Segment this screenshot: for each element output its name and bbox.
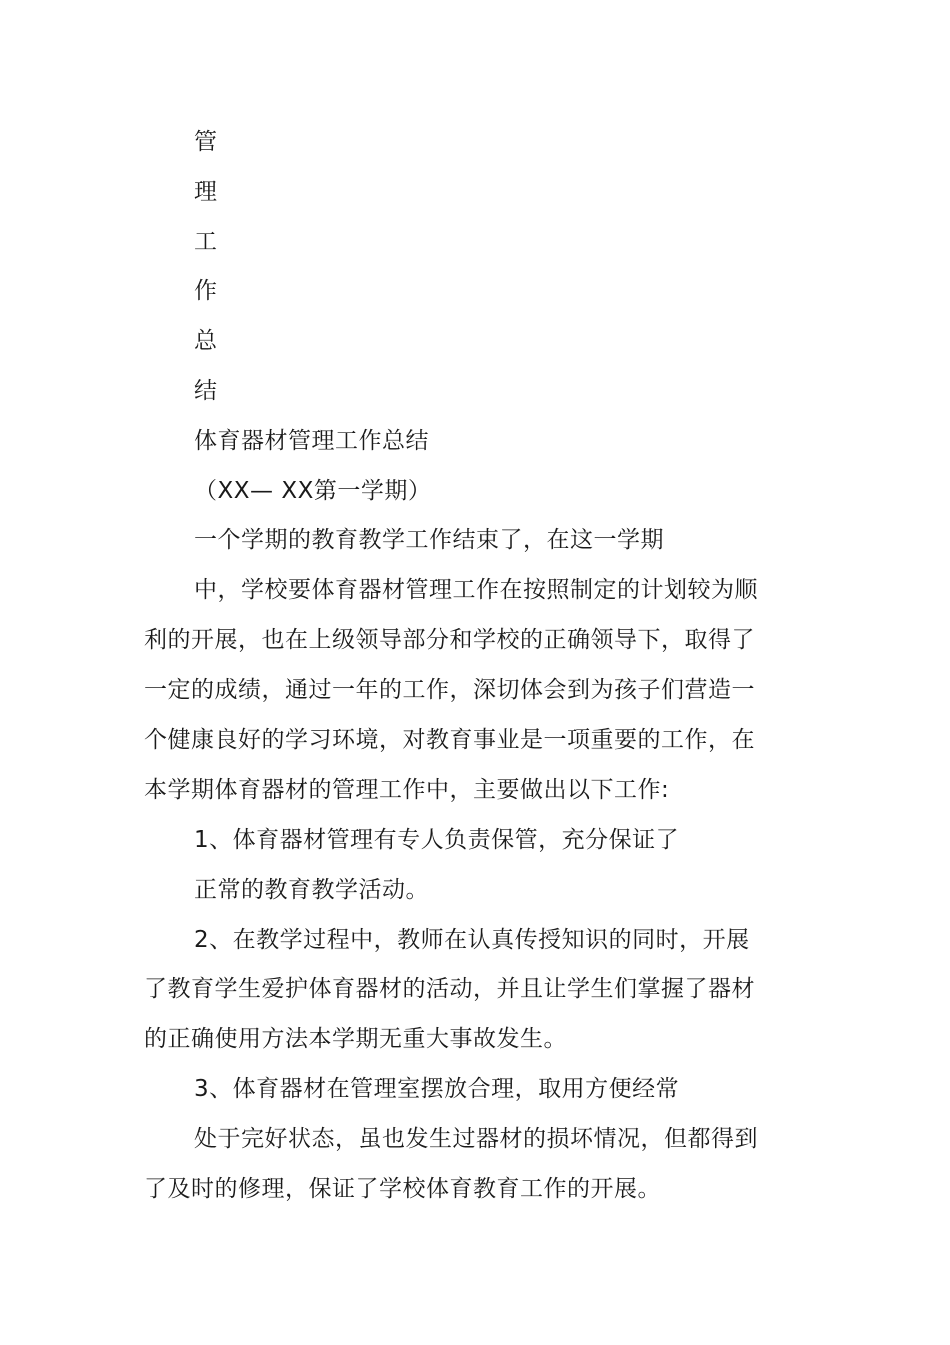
vertical-title-char: 管 <box>194 129 218 155</box>
body-line: 中，学校要体育器材管理工作在按照制定的计划较为顺 <box>194 577 758 603</box>
body-line: 处于完好状态，虽也发生过器材的损坏情况，但都得到 <box>194 1126 758 1152</box>
body-line: 的正确使用方法本学期无重大事故发生。 <box>144 1026 567 1052</box>
vertical-title-char: 工 <box>194 229 218 255</box>
body-line: 个健康良好的学习环境，对教育事业是一项重要的工作，在 <box>144 727 755 753</box>
body-line: 1、体育器材管理有专人负责保管，充分保证了 <box>194 827 680 853</box>
body-line: 本学期体育器材的管理工作中，主要做出以下工作: <box>144 777 670 803</box>
body-line: 3、体育器材在管理室摆放合理，取用方便经常 <box>194 1076 680 1102</box>
body-line: 2、在教学过程中，教师在认真传授知识的同时，开展 <box>194 927 750 953</box>
vertical-title-char: 总 <box>194 328 218 354</box>
document-title: 体育器材管理工作总结 <box>194 428 429 454</box>
body-line: 利的开展，也在上级领导部分和学校的正确领导下，取得了 <box>144 627 755 653</box>
body-line: 了及时的修理，保证了学校体育教育工作的开展。 <box>144 1176 661 1202</box>
vertical-title-char: 作 <box>194 278 218 304</box>
body-line: 正常的教育教学活动。 <box>194 877 429 903</box>
vertical-title-char: 结 <box>194 378 218 404</box>
vertical-title-char: 理 <box>194 179 218 205</box>
body-line: 了教育学生爱护体育器材的活动，并且让学生们掌握了器材 <box>144 976 755 1002</box>
document-subtitle: （XX— XX第一学期） <box>194 478 432 504</box>
body-line: 一定的成绩，通过一年的工作，深切体会到为孩子们营造一 <box>144 677 755 703</box>
body-line: 一个学期的教育教学工作结束了，在这一学期 <box>194 527 664 553</box>
